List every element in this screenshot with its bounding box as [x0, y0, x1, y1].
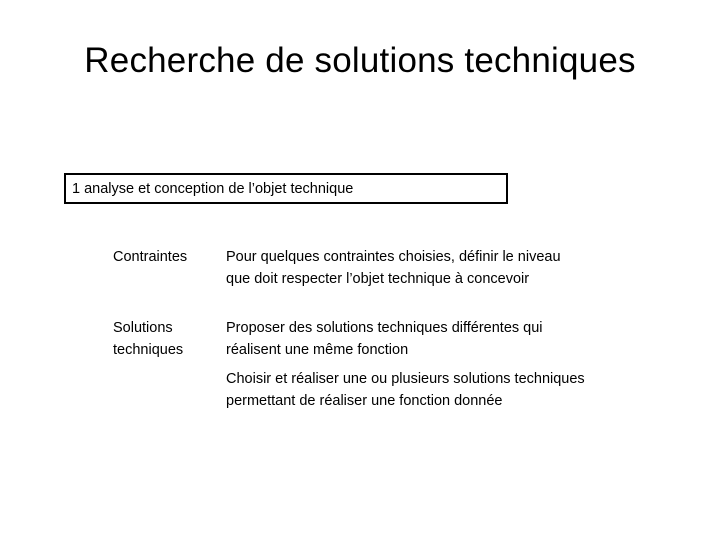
- page-title: Recherche de solutions techniques: [84, 41, 636, 80]
- row-description-choisir-realiser: Choisir et réaliser une ou plusieurs solutions techniques permettant de réaliser une fonction donnée: [226, 371, 585, 409]
- section-header-label: 1 analyse et conception de l’objet technique: [72, 181, 354, 197]
- row-label-solutions-techniques: Solutions techniques: [113, 320, 184, 358]
- row-description-contraintes: Pour quelques contraintes choisies, définir le niveau que doit respecter l’objet technique à concevoir: [226, 249, 561, 287]
- row-label-contraintes: Contraintes: [113, 249, 188, 265]
- row-description-solutions-techniques: Proposer des solutions techniques différentes qui réalisent une même fonction: [226, 320, 543, 358]
- section-header-box: [64, 173, 508, 204]
